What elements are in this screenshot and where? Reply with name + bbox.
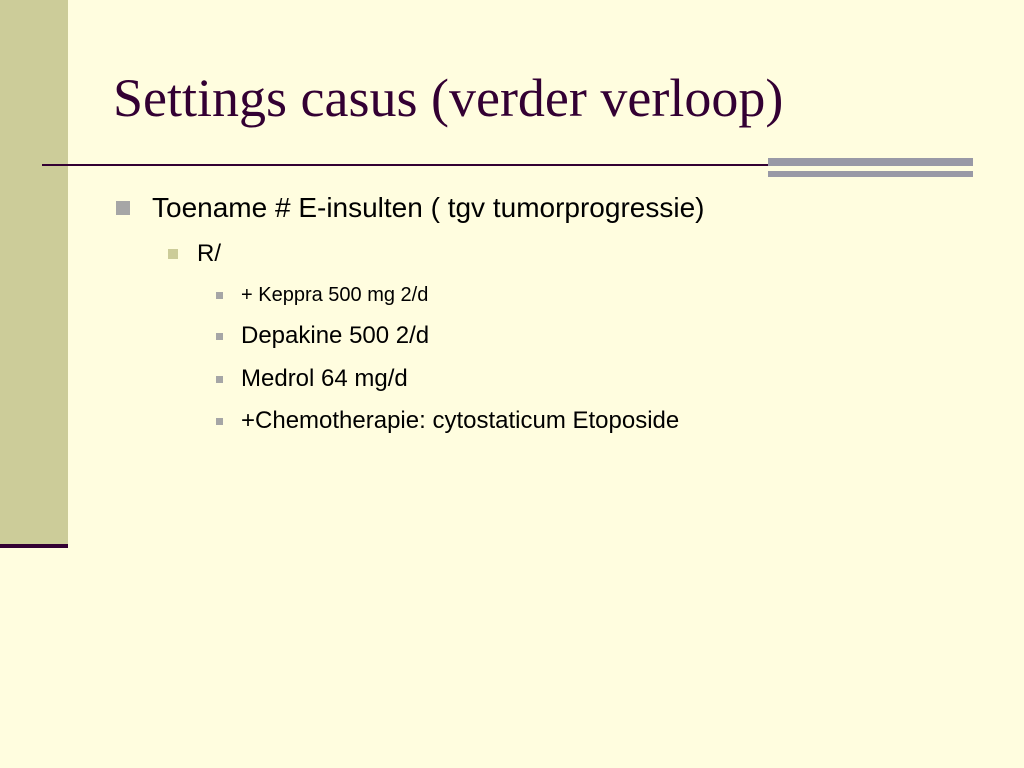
bullet-level3-text: +Chemotherapie: cytostaticum Etoposide [241,407,680,434]
bullet-level2-text: R/ [197,240,221,267]
accent-bar-bottom [768,171,973,177]
square-bullet-icon [216,376,223,383]
bullet-level3-text: + Keppra 500 mg 2/d [241,284,429,306]
left-sidebar-underline [0,544,68,548]
square-bullet-icon [216,292,223,299]
bullet-level1-text: Toename # E-insulten ( tgv tumorprogressie) [152,192,705,223]
square-bullet-icon [168,249,178,259]
square-bullet-icon [216,418,223,425]
square-bullet-icon [216,333,223,340]
slide-title: Settings casus (verder verloop) [113,68,784,128]
left-sidebar-band [0,0,68,546]
accent-bar-top [768,158,973,166]
square-bullet-icon [116,201,130,215]
bullet-level3-text: Medrol 64 mg/d [241,365,408,392]
bullet-level3-text: Depakine 500 2/d [241,322,430,349]
title-divider-line [42,164,768,166]
